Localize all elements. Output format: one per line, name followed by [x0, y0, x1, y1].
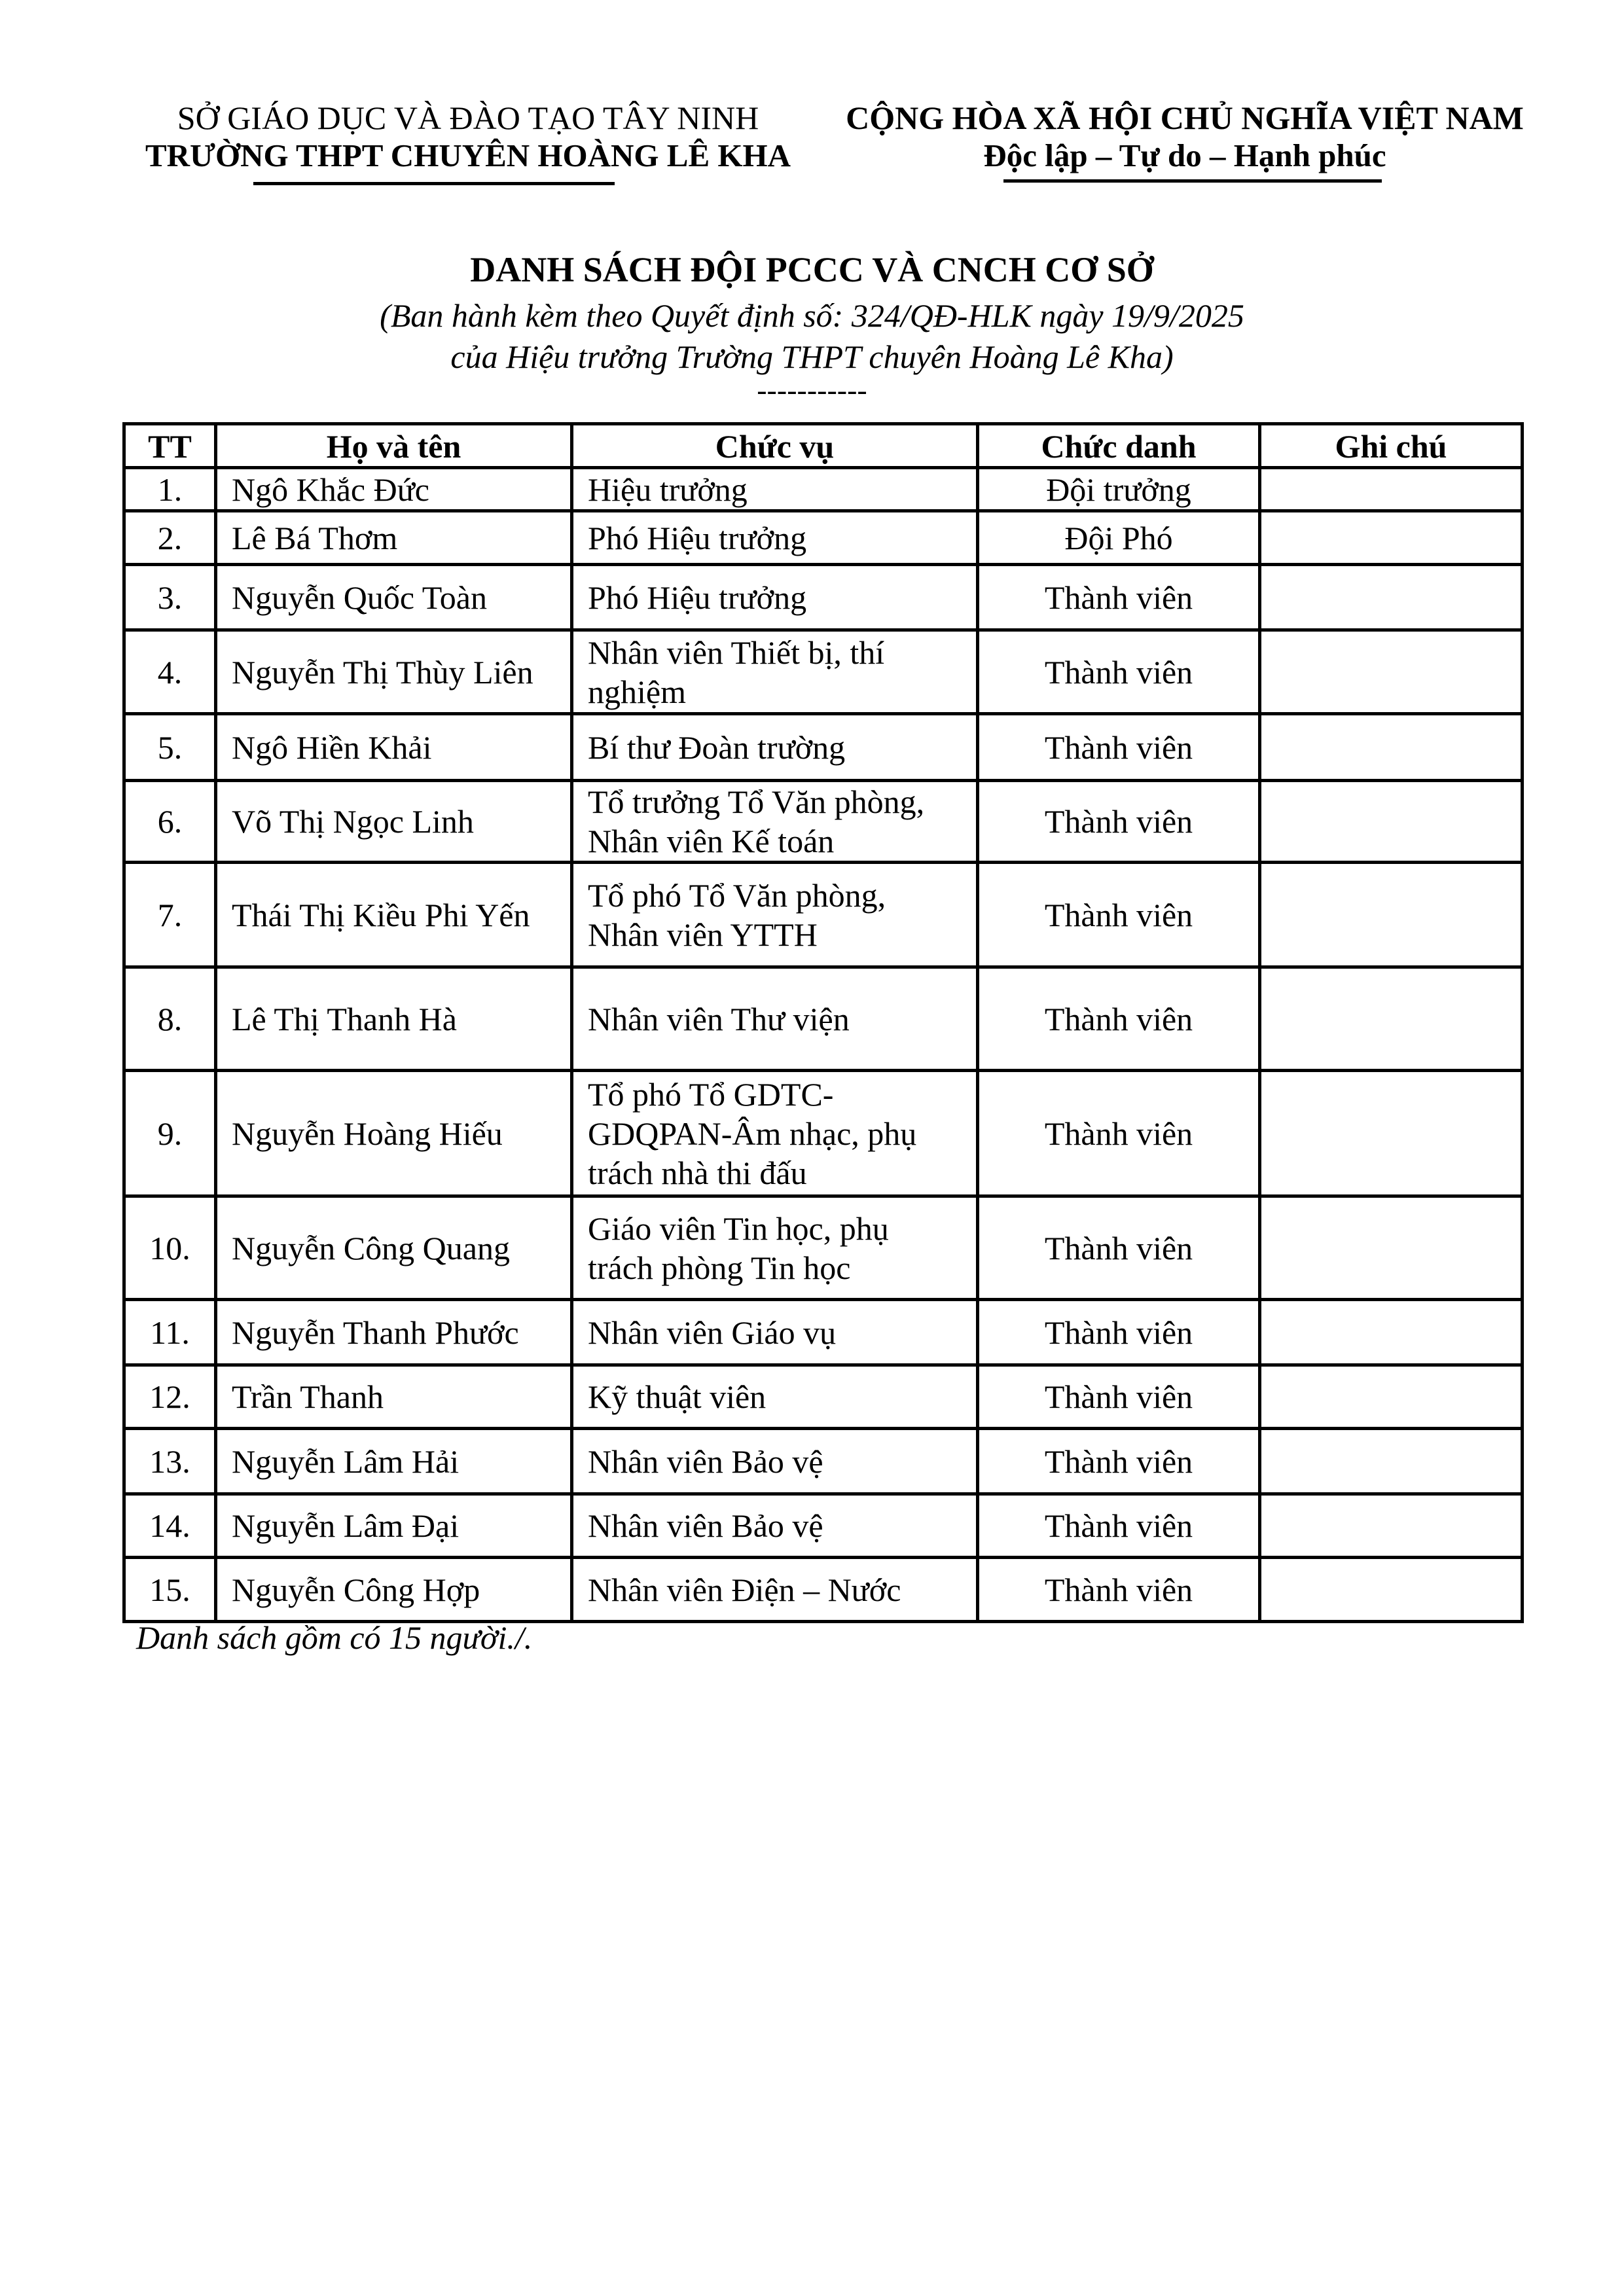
school-name: TRƯỜNG THPT CHUYÊN HOÀNG LÊ KHA	[145, 137, 791, 173]
right-header-underline	[1003, 179, 1382, 183]
row-number: 3.	[124, 565, 216, 630]
member-role: Thành viên	[978, 714, 1260, 781]
member-position: Nhân viên Bảo vệ	[572, 1494, 978, 1558]
row-number: 9.	[124, 1071, 216, 1196]
member-role: Thành viên	[978, 1558, 1260, 1622]
member-position: Tổ trưởng Tổ Văn phòng, Nhân viên Kế toán	[572, 781, 978, 863]
member-name: Nguyễn Lâm Đại	[216, 1494, 572, 1558]
member-position: Nhân viên Thư viện	[572, 967, 978, 1071]
member-position: Hiệu trưởng	[572, 468, 978, 511]
member-position: Phó Hiệu trưởng	[572, 511, 978, 565]
table-row	[124, 468, 1523, 511]
member-name: Trần Thanh	[216, 1365, 572, 1429]
row-number: 11.	[124, 1300, 216, 1365]
member-role: Thành viên	[978, 565, 1260, 630]
member-note	[1260, 967, 1523, 1071]
row-number: 6.	[124, 781, 216, 863]
member-note	[1260, 1071, 1523, 1196]
member-note	[1260, 863, 1523, 967]
row-number: 13.	[124, 1429, 216, 1494]
row-number: 1.	[124, 468, 216, 511]
document-subtitle-line1: (Ban hành kèm theo Quyết định số: 324/QĐ-HLK ngày 19/9/2025	[380, 297, 1244, 334]
table-row	[124, 714, 1523, 781]
member-note	[1260, 630, 1523, 714]
member-role: Thành viên	[978, 630, 1260, 714]
table-row	[124, 565, 1523, 630]
document-title: DANH SÁCH ĐỘI PCCC VÀ CNCH CƠ SỞ	[470, 250, 1154, 289]
member-name: Nguyễn Hoàng Hiếu	[216, 1071, 572, 1196]
national-title: CỘNG HÒA XÃ HỘI CHỦ NGHĨA VIỆT NAM	[846, 99, 1524, 136]
list-summary: Danh sách gồm có 15 người./.	[136, 1619, 533, 1656]
column-header-note: Ghi chú	[1260, 424, 1523, 468]
table-row	[124, 1300, 1523, 1365]
row-number: 15.	[124, 1558, 216, 1622]
member-name: Lê Thị Thanh Hà	[216, 967, 572, 1071]
member-table	[122, 422, 1524, 1623]
left-header-underline	[253, 182, 615, 185]
member-name: Nguyễn Thị Thùy Liên	[216, 630, 572, 714]
row-number: 5.	[124, 714, 216, 781]
table-header-row	[124, 424, 1523, 468]
table-row	[124, 1494, 1523, 1558]
row-number: 7.	[124, 863, 216, 967]
table-row	[124, 967, 1523, 1071]
table-row	[124, 863, 1523, 967]
member-position: Bí thư Đoàn trường	[572, 714, 978, 781]
table-row	[124, 1558, 1523, 1622]
member-role: Đội trưởng	[978, 468, 1260, 511]
column-header-tt: TT	[124, 424, 216, 468]
table-row	[124, 630, 1523, 714]
row-number: 12.	[124, 1365, 216, 1429]
member-position: Giáo viên Tin học, phụ trách phòng Tin học	[572, 1196, 978, 1300]
separator: -----------	[757, 373, 867, 406]
member-name: Nguyễn Thanh Phước	[216, 1300, 572, 1365]
member-position: Tổ phó Tổ Văn phòng, Nhân viên YTTH	[572, 863, 978, 967]
member-position: Nhân viên Thiết bị, thí nghiệm	[572, 630, 978, 714]
member-note	[1260, 781, 1523, 863]
table-row	[124, 1071, 1523, 1196]
table-row	[124, 511, 1523, 565]
member-note	[1260, 1558, 1523, 1622]
member-role: Đội Phó	[978, 511, 1260, 565]
member-name: Ngô Khắc Đức	[216, 468, 572, 511]
member-role: Thành viên	[978, 1300, 1260, 1365]
member-role: Thành viên	[978, 1071, 1260, 1196]
column-header-name: Họ và tên	[216, 424, 572, 468]
member-note	[1260, 565, 1523, 630]
member-note	[1260, 1429, 1523, 1494]
member-note	[1260, 468, 1523, 511]
member-position: Phó Hiệu trưởng	[572, 565, 978, 630]
table-row	[124, 1429, 1523, 1494]
member-note	[1260, 1196, 1523, 1300]
member-position: Kỹ thuật viên	[572, 1365, 978, 1429]
row-number: 8.	[124, 967, 216, 1071]
table-row	[124, 1365, 1523, 1429]
agency-name: SỞ GIÁO DỤC VÀ ĐÀO TẠO TÂY NINH	[177, 99, 759, 136]
member-note	[1260, 1365, 1523, 1429]
member-role: Thành viên	[978, 1365, 1260, 1429]
table-row	[124, 781, 1523, 863]
member-role: Thành viên	[978, 863, 1260, 967]
table-row	[124, 1196, 1523, 1300]
member-position: Tổ phó Tổ GDTC-GDQPAN-Âm nhạc, phụ trách nhà thi đấu	[572, 1071, 978, 1196]
row-number: 14.	[124, 1494, 216, 1558]
row-number: 2.	[124, 511, 216, 565]
member-role: Thành viên	[978, 967, 1260, 1071]
member-note	[1260, 1494, 1523, 1558]
member-position: Nhân viên Điện – Nước	[572, 1558, 978, 1622]
member-name: Võ Thị Ngọc Linh	[216, 781, 572, 863]
member-note	[1260, 511, 1523, 565]
column-header-role: Chức danh	[978, 424, 1260, 468]
member-name: Nguyễn Công Hợp	[216, 1558, 572, 1622]
document-subtitle-line2: của Hiệu trưởng Trường THPT chuyên Hoàng Lê Kha)	[450, 338, 1174, 375]
member-note	[1260, 1300, 1523, 1365]
national-motto: Độc lập – Tự do – Hạnh phúc	[983, 137, 1386, 173]
member-role: Thành viên	[978, 1196, 1260, 1300]
member-name: Nguyễn Quốc Toàn	[216, 565, 572, 630]
member-role: Thành viên	[978, 781, 1260, 863]
member-position: Nhân viên Bảo vệ	[572, 1429, 978, 1494]
column-header-position: Chức vụ	[572, 424, 978, 468]
member-role: Thành viên	[978, 1494, 1260, 1558]
member-name: Nguyễn Lâm Hải	[216, 1429, 572, 1494]
member-name: Ngô Hiền Khải	[216, 714, 572, 781]
row-number: 4.	[124, 630, 216, 714]
member-name: Nguyễn Công Quang	[216, 1196, 572, 1300]
member-name: Thái Thị Kiều Phi Yến	[216, 863, 572, 967]
member-note	[1260, 714, 1523, 781]
member-role: Thành viên	[978, 1429, 1260, 1494]
member-name: Lê Bá Thơm	[216, 511, 572, 565]
member-position: Nhân viên Giáo vụ	[572, 1300, 978, 1365]
row-number: 10.	[124, 1196, 216, 1300]
